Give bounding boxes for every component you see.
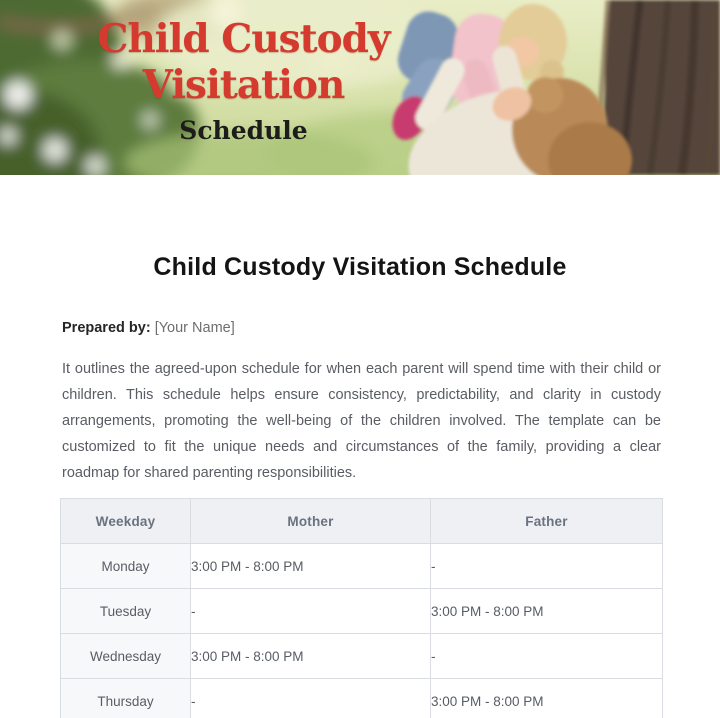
table-row <box>61 679 663 718</box>
prepared-by-line <box>62 319 661 337</box>
banner-subtitle: Schedule <box>179 116 308 145</box>
mother-cell: - <box>191 589 431 634</box>
table-row <box>61 544 663 589</box>
weekday-cell: Wednesday <box>61 634 191 679</box>
father-cell: 3:00 PM - 8:00 PM <box>431 589 663 634</box>
mother-cell: - <box>191 679 431 718</box>
father-cell: - <box>431 544 663 589</box>
prepared-by-value: [Your Name] <box>154 320 235 336</box>
table-row <box>61 589 663 634</box>
table-header-row <box>61 499 663 544</box>
table-row <box>61 634 663 679</box>
father-cell: - <box>431 634 663 679</box>
page-title: Child Custody Visitation Schedule <box>153 253 567 281</box>
column-header-weekday: Weekday <box>61 499 191 544</box>
column-header-father: Father <box>431 499 663 544</box>
prepared-by-label: Prepared by: <box>62 320 151 336</box>
schedule-table <box>60 498 663 718</box>
header-banner <box>0 0 720 175</box>
weekday-cell: Monday <box>61 544 191 589</box>
father-cell: 3:00 PM - 8:00 PM <box>431 679 663 718</box>
weekday-cell: Tuesday <box>61 589 191 634</box>
banner-photo-illustration <box>0 0 720 175</box>
banner-title-line1: Child Custody <box>97 16 390 62</box>
banner-title-line2: Visitation <box>142 62 345 108</box>
mother-cell: 3:00 PM - 8:00 PM <box>191 634 431 679</box>
weekday-cell: Thursday <box>61 679 191 718</box>
mother-cell: 3:00 PM - 8:00 PM <box>191 544 431 589</box>
column-header-mother: Mother <box>191 499 431 544</box>
schedule-table-container <box>60 498 720 718</box>
description-paragraph: It outlines the agreed-upon schedule for when each parent will spend time with their child or children. This schedule helps ensure consistency, predictability, and clarity in custody arrangements, promoting the well-being of the children involved. The template can be customized to fit the unique needs and circumstances of the family, providing a clear roadmap for shared parenting responsibilities. <box>62 361 661 481</box>
